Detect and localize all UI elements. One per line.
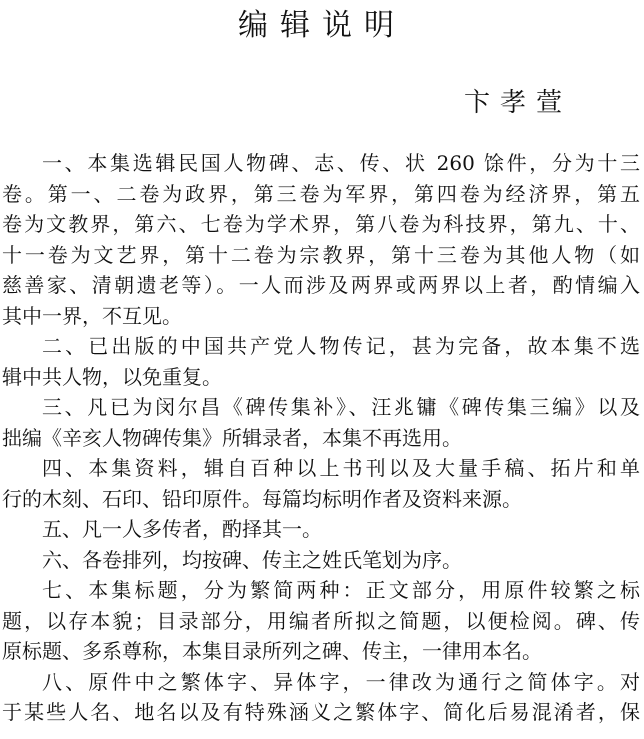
text-line: 题，以存本貌；目录部分，用编者所拟之简题，以便检阅。碑、传 — [2, 608, 640, 633]
document-title: 编辑说明 — [238, 8, 406, 43]
text-line: 六、各卷排列，均按碑、传主之姓氏笔划为序。 — [42, 547, 462, 572]
text-line: 行的木刻、石印、铅印原件。每篇均标明作者及资料来源。 — [2, 486, 522, 511]
text-line: 慈善家、清朝遗老等）。一人而涉及两界或两界以上者，酌情编入 — [2, 273, 640, 297]
text-line: 一、本集选辑民国人物碑、志、传、状 260 馀件，分为十三 — [42, 151, 640, 175]
text-line: 三、凡已为闵尔昌《碑传集补》、汪兆镛《碑传集三编》以及 — [42, 395, 640, 419]
text-line: 拙编《辛亥人物碑传集》所辑录者，本集不再选用。 — [2, 425, 462, 450]
text-line: 原标题、多系尊称，本集目录所列之碑、传主，一律用本名。 — [2, 639, 542, 663]
text-line: 十一卷为文艺界，第十二卷为宗教界，第十三卷为其他人物（如 — [2, 242, 640, 267]
text-line: 八、原件中之繁体字、异体字，一律改为通行之简体字。对 — [42, 669, 640, 694]
text-line: 其中一界，不互见。 — [2, 303, 182, 328]
text-line: 四、本集资料，辑自百种以上书刊以及大量手稿、拓片和单 — [42, 456, 640, 480]
text-line: 七、本集标题，分为繁简两种：正文部分，用原件较繁之标 — [42, 578, 640, 602]
text-line: 五、凡一人多传者，酌择其一。 — [42, 517, 322, 541]
text-line: 卷为文教界，第六、七卷为学术界，第八卷为科技界，第九、十、 — [2, 212, 640, 236]
author-name: 卞孝萱 — [463, 88, 572, 118]
text-line: 二、已出版的中国共产党人物传记，甚为完备，故本集不选 — [42, 334, 640, 358]
text-line: 卷。第一、二卷为政界，第三卷为军界，第四卷为经济界，第五 — [2, 181, 640, 206]
text-line: 于某些人名、地名以及有特殊涵义之繁体字、简化后易混淆者，保 — [2, 700, 640, 724]
text-line: 辑中共人物，以免重复。 — [2, 364, 222, 389]
document-body — [2, 148, 640, 728]
